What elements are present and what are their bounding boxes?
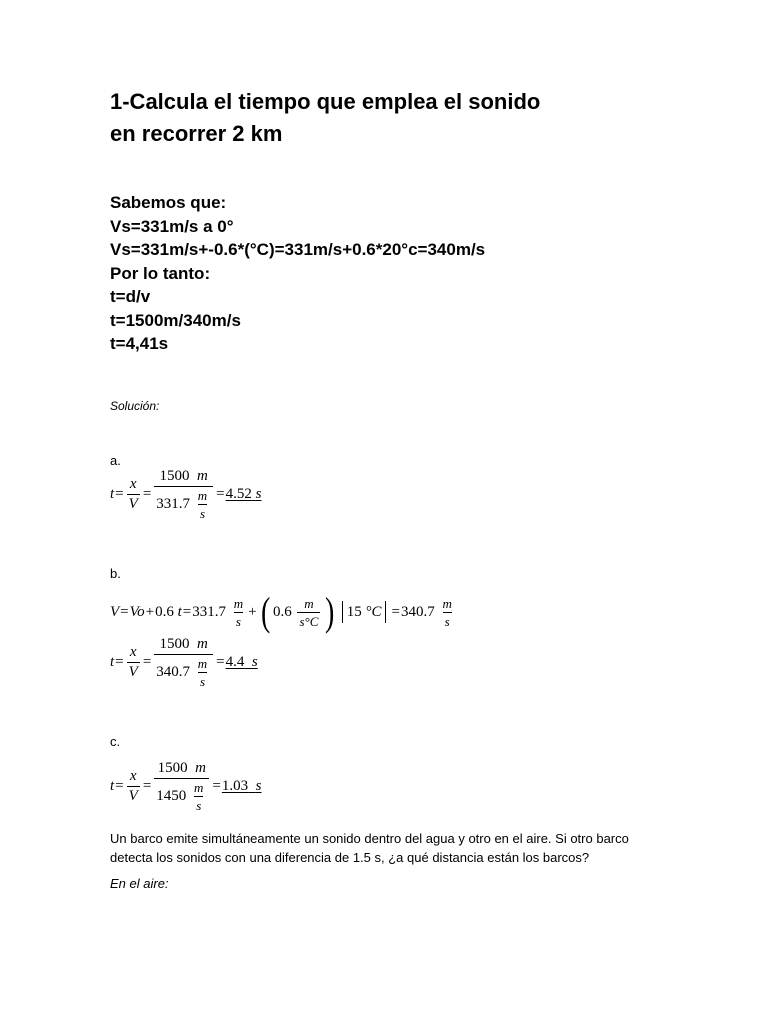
plus: +: [145, 603, 155, 620]
distance-value: 1500: [159, 636, 190, 652]
distance-unit: m: [195, 760, 207, 776]
result-value: 4.52: [225, 486, 252, 502]
unit-fraction: [440, 596, 453, 629]
equals: =: [142, 486, 152, 502]
result-value: 1.03: [221, 778, 249, 794]
equals: =: [391, 603, 400, 620]
equation-b-time: [110, 636, 258, 689]
velocity-result: 340.7: [400, 603, 435, 620]
numerator: [158, 468, 210, 486]
denominator: [154, 654, 213, 689]
bar-left: [342, 601, 343, 623]
part-b-label: b.: [110, 566, 121, 581]
var-v: V: [128, 664, 138, 680]
distance-value: 1500: [159, 468, 190, 484]
problem-line-1: Un barco emite simultáneamente un sonido dentro del agua y otro en el aire. Si otro barco: [110, 831, 629, 846]
unit-fraction: [232, 596, 245, 629]
result-c: [222, 778, 262, 795]
speed-value: 340.7: [156, 664, 191, 680]
result-value: 4.4: [225, 654, 245, 670]
equals: =: [216, 486, 225, 502]
v0-value: 331.7: [192, 603, 226, 620]
given-line: Por lo tanto:: [110, 263, 211, 283]
unit-fraction: [196, 488, 209, 521]
unit-m: m: [197, 656, 208, 671]
problem-statement: [110, 829, 670, 867]
part-c-label: c.: [110, 734, 121, 749]
fraction-values: [154, 760, 209, 813]
right-paren: ): [325, 589, 335, 634]
equals: =: [216, 654, 225, 670]
var-v: V: [110, 603, 120, 620]
equation-a: [110, 468, 261, 521]
distance-unit: m: [197, 468, 208, 484]
fraction-values: [154, 468, 213, 521]
left-paren: (: [260, 589, 270, 634]
unit-m: m: [304, 595, 314, 611]
speed-value: 1450: [156, 788, 187, 804]
given-block: [110, 191, 730, 356]
distance-unit: m: [197, 636, 208, 652]
distance-value: 1500: [157, 760, 188, 776]
bar-right: [385, 601, 386, 623]
equals: =: [142, 778, 152, 794]
result-unit: s: [255, 486, 262, 502]
unit-m: m: [442, 595, 452, 611]
solution-label: Solución:: [110, 399, 160, 413]
part-a-label: a.: [110, 453, 121, 468]
speed-value: 331.7: [156, 496, 191, 512]
result-unit: s: [255, 778, 262, 794]
denominator: [154, 486, 213, 521]
coefficient-2: 0.6: [272, 603, 292, 620]
plus: +: [248, 603, 257, 620]
given-line: t=1500m/340m/s: [110, 310, 241, 330]
unit-fraction-celsius: [297, 596, 320, 629]
unit-s: s: [199, 674, 205, 689]
var-x: x: [129, 768, 137, 784]
result-b: [226, 654, 258, 671]
unit-fraction: [196, 656, 209, 689]
var-t: t: [110, 654, 115, 670]
var-vo: Vo: [129, 603, 145, 620]
unit-s: s: [235, 613, 241, 629]
section-label-aire: En el aire:: [110, 876, 169, 891]
given-line: Sabemos que:: [110, 193, 227, 212]
given-line: Vs=331m/s+-0.6*(°C)=331m/s+0.6*20°c=340m/s: [110, 240, 486, 259]
unit-s: s: [199, 506, 205, 521]
equals: =: [115, 486, 124, 502]
fraction-values: [154, 636, 213, 689]
temperature-unit: °C: [365, 603, 382, 620]
equals: =: [142, 654, 152, 670]
equals: =: [115, 654, 124, 670]
var-v: V: [128, 496, 138, 512]
title-line-2: en recorrer 2 km: [110, 121, 283, 146]
unit-m: m: [194, 780, 204, 795]
equation-c: [110, 760, 261, 813]
result-unit: s: [251, 654, 258, 670]
equals: =: [212, 778, 221, 794]
numerator: [158, 636, 210, 654]
problem-title: [110, 86, 710, 150]
given-line: t=4,41s: [110, 334, 169, 353]
unit-fraction: [192, 780, 205, 813]
var-x: x: [129, 476, 137, 492]
given-line: Vs=331m/s a 0°: [110, 216, 234, 236]
equals: =: [120, 603, 129, 620]
coefficient: 0.6: [155, 603, 174, 620]
fraction-x-over-v: [127, 476, 140, 513]
denominator: [154, 778, 209, 813]
unit-s: s: [444, 613, 450, 629]
var-t: t: [177, 603, 182, 620]
temperature-value: 15: [346, 603, 362, 620]
unit-s-celsius: s°C: [299, 613, 319, 629]
numerator: [156, 760, 208, 778]
fraction-x-over-v: [127, 644, 140, 681]
title-line-1: 1-Calcula el tiempo que emplea el sonido: [110, 89, 541, 114]
equals: =: [182, 603, 192, 620]
problem-line-2: detecta los sonidos con una diferencia de 1.5 s, ¿a qué distancia están los barcos?: [110, 850, 590, 865]
given-line: t=d/v: [110, 287, 151, 306]
equals: =: [115, 778, 124, 794]
unit-s: s: [196, 798, 202, 813]
var-v: V: [128, 788, 138, 804]
fraction-x-over-v: [127, 768, 140, 805]
result-a: [226, 486, 262, 503]
unit-m: m: [197, 488, 208, 503]
var-t: t: [110, 778, 115, 794]
var-t: t: [110, 486, 115, 502]
var-x: x: [129, 644, 137, 660]
unit-m: m: [233, 595, 244, 611]
equation-b-velocity: [110, 589, 456, 634]
